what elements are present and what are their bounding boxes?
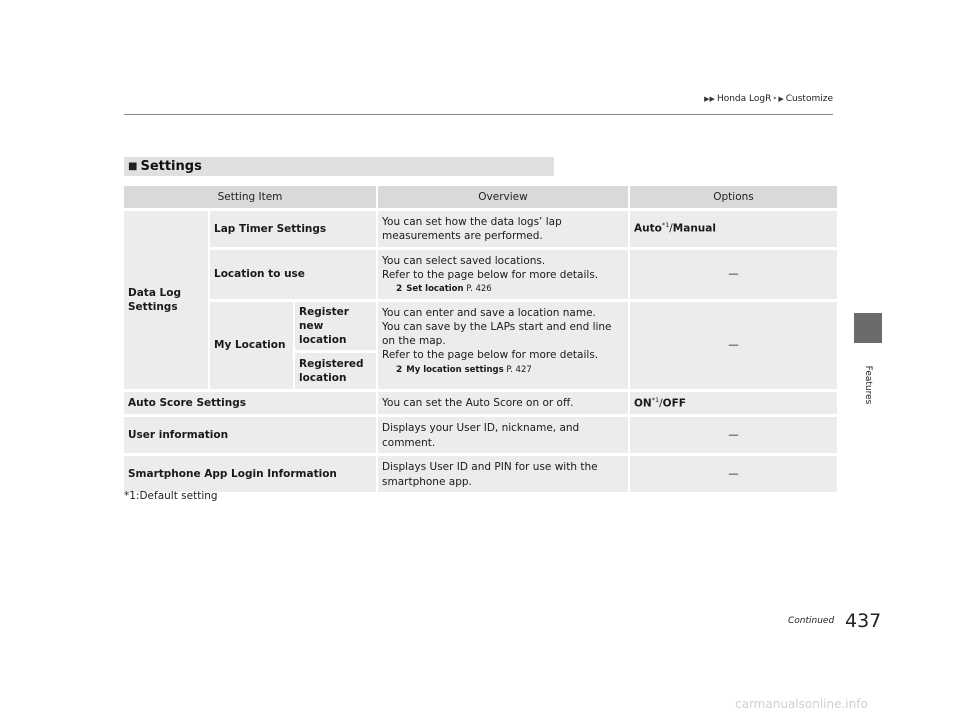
table-header-row bbox=[124, 186, 837, 208]
header-overview: Overview bbox=[378, 186, 628, 208]
setting-registered-location: Registered location bbox=[295, 353, 376, 389]
options-location-to-use: — bbox=[630, 250, 837, 299]
reference-arrow-icon: 2 bbox=[396, 284, 403, 295]
watermark: carmanualsonline.info bbox=[735, 697, 868, 711]
setting-user-information: User information bbox=[124, 417, 376, 453]
header-options: Options bbox=[630, 186, 837, 208]
options-smartphone-login: — bbox=[630, 456, 837, 492]
options-auto-score: ON$^{*1}$/OFF bbox=[630, 392, 837, 414]
double-arrow-icon: ▶▶ bbox=[704, 95, 715, 103]
setting-location-to-use: Location to use bbox=[210, 250, 376, 299]
overview-smartphone-login: Displays User ID and PIN for use with the smartphone app. bbox=[378, 456, 628, 492]
options-my-location: — bbox=[630, 302, 837, 390]
overview-user-information: Displays your User ID, nickname, and comment. bbox=[378, 417, 628, 453]
overview-my-location: You can enter and save a location name. You can save by the LAPs start and end line on the map. Refer to the page below for more details. 2 My location settings P. 427 bbox=[378, 302, 628, 390]
table-row bbox=[124, 456, 837, 492]
section-heading bbox=[124, 157, 554, 176]
overview-auto-score: You can set the Auto Score on or off. bbox=[378, 392, 628, 414]
table-row bbox=[124, 211, 837, 247]
reference-my-location-settings[interactable]: 2 My location settings P. 427 bbox=[396, 364, 532, 375]
square-bullet-icon: ■ bbox=[128, 161, 138, 172]
settings-table bbox=[122, 183, 839, 495]
table-row bbox=[124, 302, 837, 351]
setting-auto-score: Auto Score Settings bbox=[124, 392, 376, 414]
chapter-label: Features bbox=[863, 365, 873, 405]
setting-smartphone-login: Smartphone App Login Information bbox=[124, 456, 376, 492]
reference-set-location[interactable]: 2 Set location P. 426 bbox=[396, 284, 492, 295]
header-setting-item: Setting Item bbox=[124, 186, 376, 208]
options-lap-timer: Auto$^{*1}$/Manual bbox=[630, 211, 837, 247]
options-user-information: — bbox=[630, 417, 837, 453]
footnote: *1:Default setting bbox=[124, 490, 218, 502]
reference-arrow-icon: 2 bbox=[396, 364, 403, 375]
page-number: 437 bbox=[845, 610, 882, 632]
breadcrumb-part2: Customize bbox=[785, 94, 833, 104]
header-divider bbox=[124, 114, 833, 115]
overview-lap-timer: You can set how the data logs’ lap measurements are performed. bbox=[378, 211, 628, 247]
group-data-log-settings: Data Log Settings bbox=[124, 211, 208, 389]
breadcrumb-sup: * bbox=[773, 95, 777, 103]
table-row bbox=[124, 392, 837, 414]
breadcrumb bbox=[704, 94, 833, 104]
section-title: Settings bbox=[140, 159, 202, 174]
chapter-tab bbox=[854, 313, 882, 343]
setting-register-new-location: Register new location bbox=[295, 302, 376, 351]
overview-location-to-use: You can select saved locations. Refer to the page below for more details. 2 Set location P. 426 bbox=[378, 250, 628, 299]
continued-label: Continued bbox=[788, 616, 835, 626]
table-row bbox=[124, 250, 837, 299]
setting-lap-timer: Lap Timer Settings bbox=[210, 211, 376, 247]
breadcrumb-part1: Honda LogR bbox=[716, 94, 772, 104]
table-row bbox=[124, 417, 837, 453]
arrow-icon: ▶ bbox=[778, 95, 784, 103]
setting-my-location: My Location bbox=[210, 302, 293, 390]
